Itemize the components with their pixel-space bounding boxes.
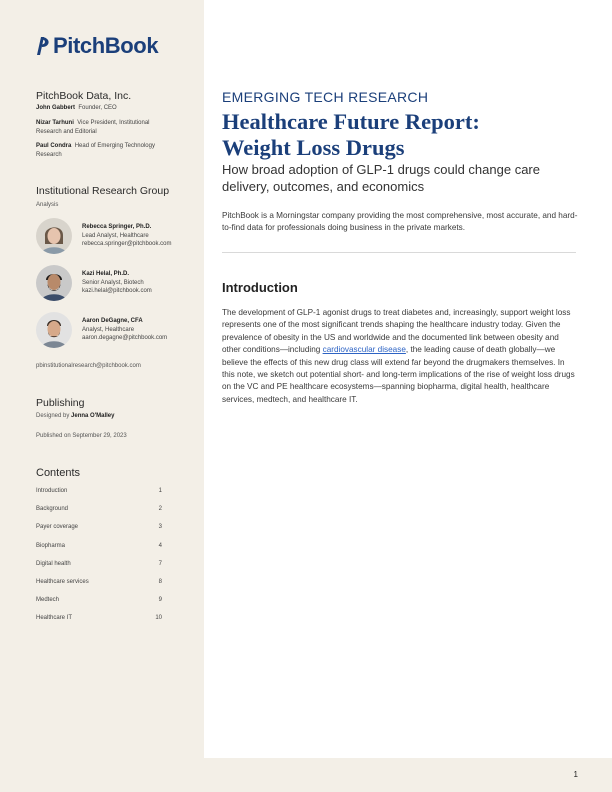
analyst-info <box>82 270 152 296</box>
toc-item[interactable]: Medtech 9 <box>36 597 162 604</box>
table-of-contents <box>36 488 162 634</box>
analyst-card <box>36 312 167 348</box>
analyst-email[interactable]: aaron.degagne@pitchbook.com <box>82 335 168 342</box>
analyst-info <box>82 317 167 343</box>
analyst-info <box>82 223 171 249</box>
group-title: Institutional Research Group <box>36 185 170 197</box>
analyst-name: Kazi Helal, Ph.D. <box>82 271 130 277</box>
person-line: John Gabbert Founder, CEO <box>36 105 117 111</box>
person-line-cont: Research <box>36 152 62 159</box>
cardiovascular-link[interactable]: cardiovascular disease <box>322 345 406 355</box>
report-kicker: EMERGING TECH RESEARCH <box>222 89 429 105</box>
person-line: Paul Condra Head of Emerging Technology <box>36 143 155 150</box>
avatar <box>36 312 72 348</box>
company-name: PitchBook Data, Inc. <box>36 90 132 102</box>
analyst-role: Lead Analyst, Healthcare <box>82 232 149 239</box>
group-subtitle: Analysis <box>36 202 59 208</box>
avatar <box>36 265 72 301</box>
page-number: 1 <box>573 770 578 779</box>
toc-item[interactable]: Healthcare IT 10 <box>36 615 162 622</box>
toc-item[interactable]: Biopharma 4 <box>36 542 162 549</box>
analyst-card <box>36 218 171 254</box>
group-email[interactable]: pbinstitutionalresearch@pitchbook.com <box>36 363 141 369</box>
toc-item[interactable]: Background 2 <box>36 506 162 513</box>
analyst-email[interactable]: rebecca.springer@pitchbook.com <box>82 241 172 248</box>
toc-item[interactable]: Payer coverage 3 <box>36 524 162 531</box>
analyst-role: Senior Analyst, Biotech <box>82 279 144 286</box>
designed-by: Designed by Jenna O'Malley <box>36 413 115 419</box>
report-subtitle: How broad adoption of GLP-1 drugs could change care delivery, outcomes, and economics <box>222 162 540 194</box>
publishing-title: Publishing <box>36 397 85 409</box>
person-line: Nizar Tarhuni Vice President, Institutional <box>36 119 150 126</box>
analyst-name: Rebecca Springer, Ph.D. <box>82 224 152 230</box>
footer-band <box>0 758 612 792</box>
title-line: Weight Loss Drugs <box>222 135 405 160</box>
title-line: Healthcare Future Report: <box>222 109 480 134</box>
avatar <box>36 218 72 254</box>
analyst-card <box>36 265 152 301</box>
analyst-name: Aaron DeGagne, CFA <box>82 318 143 324</box>
divider <box>222 252 576 253</box>
toc-item[interactable]: Healthcare services 8 <box>36 578 162 585</box>
pitchbook-logo <box>33 33 158 59</box>
analyst-role: Analyst, Healthcare <box>82 326 135 333</box>
analyst-email[interactable]: kazi.helal@pitchbook.com <box>82 288 152 295</box>
person-line-cont: Research and Editorial <box>36 128 97 135</box>
people-list <box>36 104 186 160</box>
about-text: PitchBook is a Morningstar company providing the most comprehensive, most accurate, and hard-to-find data for professionals doing business in the private markets. <box>222 211 578 233</box>
intro-heading: Introduction <box>222 280 298 295</box>
toc-item[interactable]: Digital health 7 <box>36 560 162 567</box>
published-date: Published on September 29, 2023 <box>36 433 127 439</box>
intro-paragraph: The development of GLP-1 agonist drugs to treat diabetes and, increasingly, support weight loss represents one of the most significant trends shaping the healthcare industry today. Given the prevalence of obesity in the US and worldwide and the documented link between obesity and other conditions—including cardiovascular disease, the leading cause of death globally—we believe the effects of this new drug class will extend far beyond the drugmakers themselves. In this note, we sketch out potential short- and long-term implications of the rise of weight loss drugs on the VC and PE healthcare ecosystems—spanning biopharma, digital health, healthcare services, medtech, and healthcare IT. <box>222 308 575 404</box>
logo-wordmark: PitchBook <box>53 33 159 58</box>
pitchbook-logo-icon <box>33 35 51 57</box>
contents-title: Contents <box>36 467 81 479</box>
report-title <box>222 109 578 161</box>
toc-item[interactable]: Introduction 1 <box>36 488 162 494</box>
